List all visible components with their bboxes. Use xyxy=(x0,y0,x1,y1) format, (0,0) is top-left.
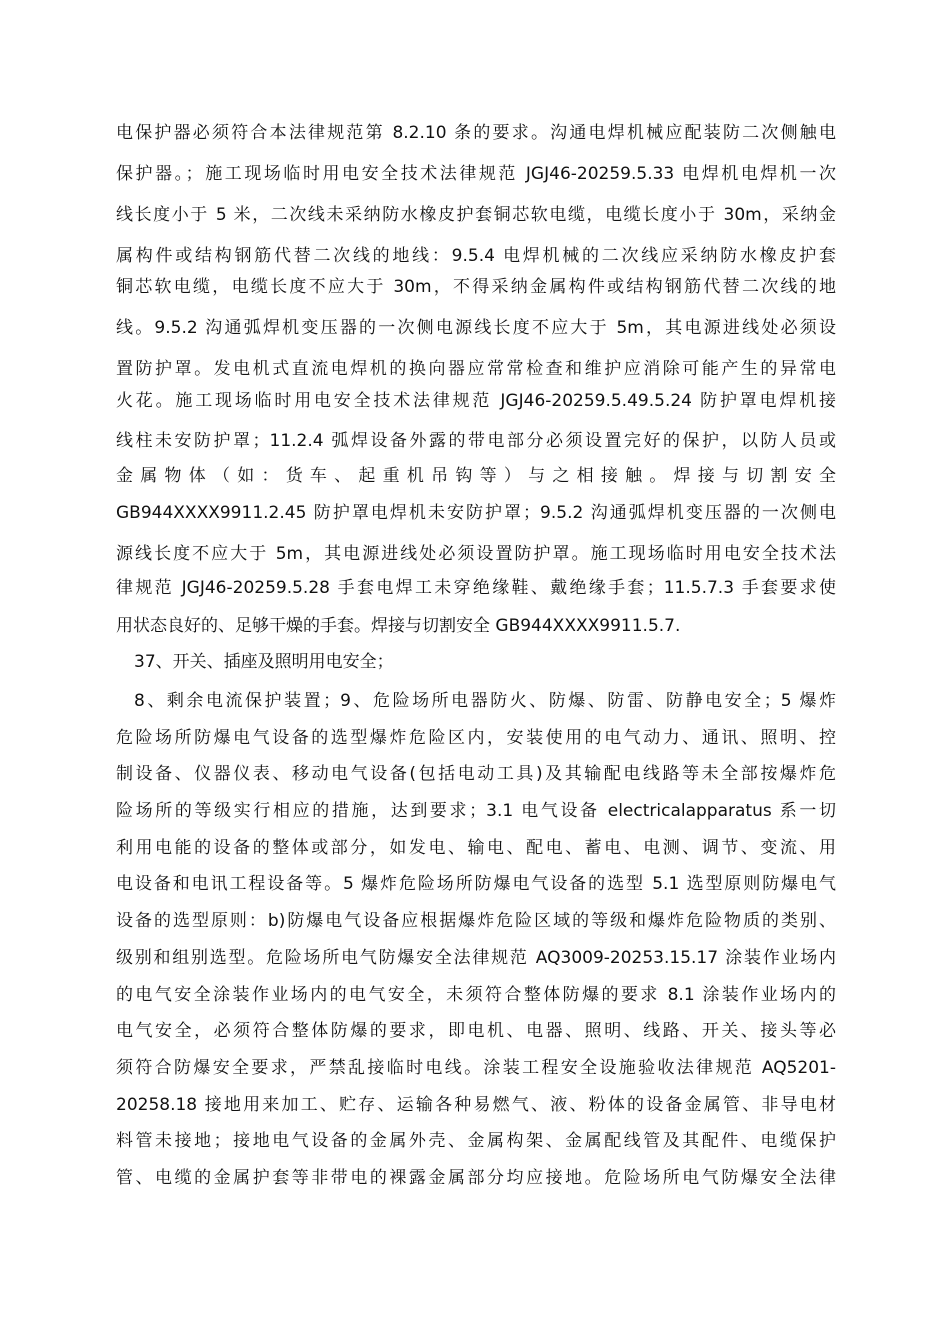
section-heading: 37、开关、插座及照明用电安全； xyxy=(134,652,394,672)
text-line: 用状态良好的、足够干燥的手套。焊接与切割安全 GB944XXXX9911.5.7. xyxy=(116,616,681,636)
text-line: 利用电能的设备的整体或部分，如发电、输电、配电、蓄电、电测、调节、变流、用 xyxy=(116,838,836,858)
text-line: 危险场所防爆电气设备的选型爆炸危险区内，安装使用的电气动力、通讯、照明、控 xyxy=(116,728,836,748)
text-line: 线。9.5.2 沟通弧焊机变压器的一次侧电源线长度不应大于 5m，其电源进线处必须设 xyxy=(116,318,836,338)
text-line: 火花。施工现场临时用电安全技术法律规范 JGJ46-20259.5.49.5.24 防护罩电焊机接 xyxy=(116,391,836,411)
text-line: 置防护罩。发电机式直流电焊机的换向器应常常检查和维护应消除可能产生的异常电 xyxy=(116,359,836,379)
text-line: 源线长度不应大于 5m，其电源进线处必须设置防护罩。施工现场临时用电安全技术法 xyxy=(116,544,836,564)
text-line: 线长度小于 5 米，二次线未采纳防水橡皮护套铜芯软电缆，电缆长度小于 30m，采纳金 xyxy=(116,205,836,225)
text-line: 属构件或结构钢筋代替二次线的地线：9.5.4 电焊机械的二次线应采纳防水橡皮护套 xyxy=(116,246,836,266)
text-line: GB944XXXX9911.2.45 防护罩电焊机未安防护罩；9.5.2 沟通弧焊机变压器的一次侧电 xyxy=(116,503,836,523)
text-line: 金属物体（如：货车、起重机吊钩等）与之相接触。焊接与切割安全 xyxy=(116,466,836,486)
text-line: 电设备和电讯工程设备等。5 爆炸危险场所防爆电气设备的选型 5.1 选型原则防爆电气 xyxy=(116,874,836,894)
text-line: 级别和组别选型。危险场所电气防爆安全法律规范 AQ3009-20253.15.17 涂装作业场内 xyxy=(116,948,836,968)
text-line: 律规范 JGJ46-20259.5.28 手套电焊工未穿绝缘鞋、戴绝缘手套；11.5.7.3 手套要求使 xyxy=(116,578,836,598)
text-line: 料管未接地；接地电气设备的金属外壳、金属构架、金属配线管及其配件、电缆保护 xyxy=(116,1131,836,1151)
text-line: 险场所的等级实行相应的措施，达到要求；3.1 电气设备 electricalapparatus 系一切 xyxy=(116,801,836,821)
text-line: 的电气安全涂装作业场内的电气安全，未须符合整体防爆的要求 8.1 涂装作业场内的 xyxy=(116,985,836,1005)
text-line: 制设备、仪器仪表、移动电气设备(包括电动工具)及其输配电线路等未全部按爆炸危 xyxy=(116,764,836,784)
text-line: 线柱未安防护罩；11.2.4 弧焊设备外露的带电部分必须设置完好的保护，以防人员或 xyxy=(116,431,836,451)
text-line: 须符合防爆安全要求，严禁乱接临时电线。涂装工程安全设施验收法律规范 AQ5201- xyxy=(116,1058,836,1078)
text-line: 管、电缆的金属护套等非带电的裸露金属部分均应接地。危险场所电气防爆安全法律 xyxy=(116,1168,836,1188)
text-line: 铜芯软电缆，电缆长度不应大于 30m，不得采纳金属构件或结构钢筋代替二次线的地 xyxy=(116,277,836,297)
text-line: 20258.18 接地用来加工、贮存、运输各种易燃气、液、粉体的设备金属管、非导电材 xyxy=(116,1095,836,1115)
text-line: 电保护器必须符合本法律规范第 8.2.10 条的要求。沟通电焊机械应配装防二次侧触电 xyxy=(116,123,836,143)
text-line: 8、剩余电流保护装置；9、危险场所电器防火、防爆、防雷、防静电安全；5 爆炸 xyxy=(134,691,836,711)
text-line: 保护器。；施工现场临时用电安全技术法律规范 JGJ46-20259.5.33 电焊机电焊机一次 xyxy=(116,164,836,184)
text-line: 设备的选型原则：b)防爆电气设备应根据爆炸危险区域的等级和爆炸危险物质的类别、 xyxy=(116,911,836,931)
text-line: 电气安全，必须符合整体防爆的要求，即电机、电器、照明、线路、开关、接头等必 xyxy=(116,1021,836,1041)
